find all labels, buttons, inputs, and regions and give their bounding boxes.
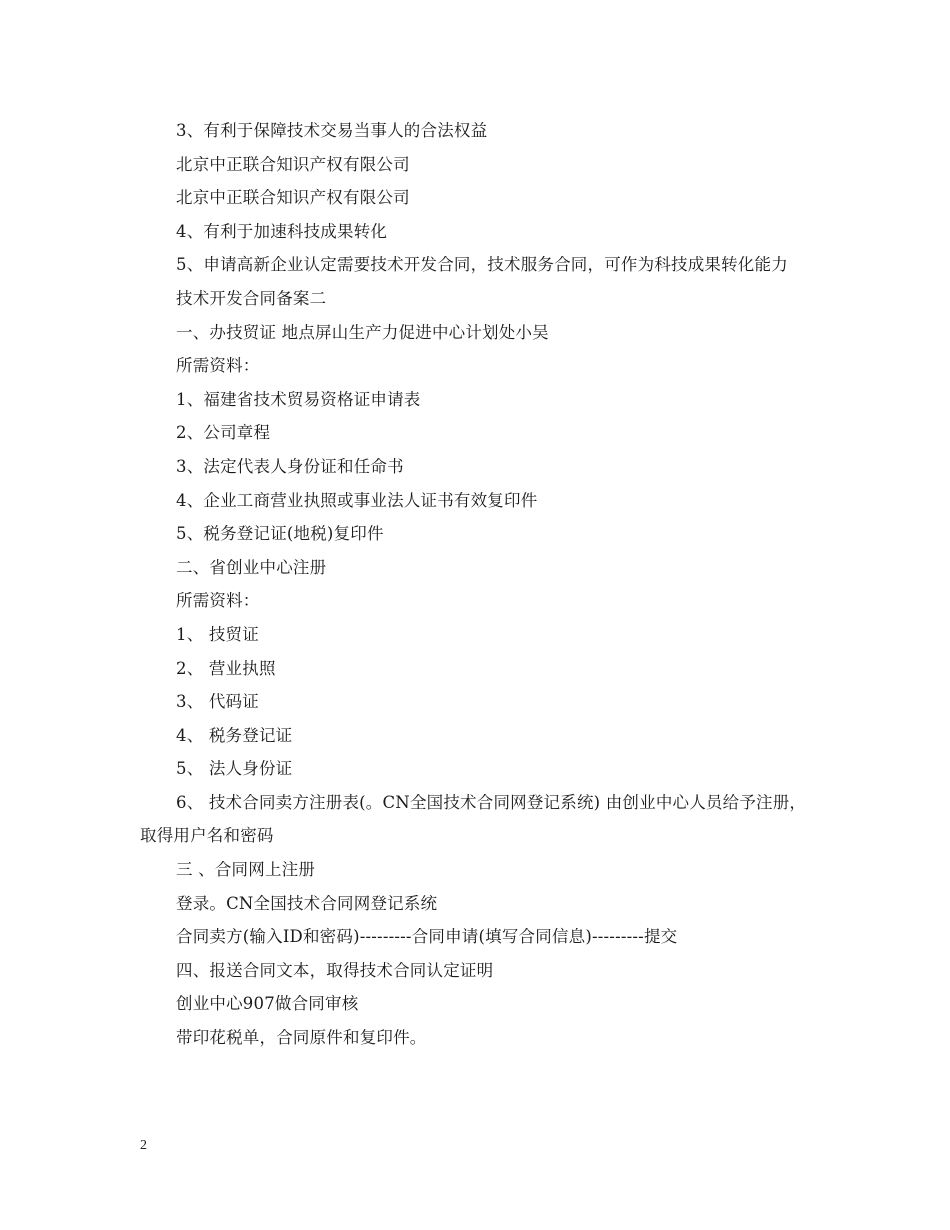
paragraph: 技术开发合同备案二 [176,288,327,308]
paragraph: 所需资料： [176,591,260,611]
paragraph: 4、 税务登记证 [176,725,293,745]
paragraph: 北京中正联合知识产权有限公司 [176,188,410,208]
paragraph: 合同卖方(输入ID和密码)---------合同申请(填写合同信息)---------提交 [176,927,678,947]
paragraph: 5、税务登记证(地税)复印件 [176,524,384,544]
paragraph: 四、报送合同文本，取得技术合同认定证明 [176,960,494,980]
paragraph: 三 、合同网上注册 [176,860,316,880]
paragraph: 4、有利于加速科技成果转化 [176,221,388,241]
paragraph: 创业中心907做合同审核 [176,994,359,1014]
paragraph: 1、 技贸证 [176,624,259,644]
paragraph: 北京中正联合知识产权有限公司 [176,154,410,174]
page-number: 2 [140,1138,147,1153]
document-body [140,114,820,1055]
paragraph: 2、公司章程 [176,423,271,443]
paragraph: 4、企业工商营业执照或事业法人证书有效复印件 [176,490,538,510]
paragraph: 3、法定代表人身份证和任命书 [176,456,404,476]
paragraph: 5、申请高新企业认定需要技术开发合同，技术服务合同，可作为科技成果转化能力 [176,255,788,275]
paragraph: 登录。CN全国技术合同网登记系统 [176,893,438,913]
paragraph: 5、 法人身份证 [176,759,293,779]
paragraph: 2、 营业执照 [176,658,276,678]
paragraph: 所需资料： [176,356,260,376]
paragraph: 一、办技贸证 地点屏山生产力促进中心计划处小吴 [176,322,549,342]
paragraph: 带印花税单，合同原件和复印件。 [176,1028,427,1048]
paragraph: 1、福建省技术贸易资格证申请表 [176,389,421,409]
paragraph: 3、有利于保障技术交易当事人的合法权益 [176,121,488,140]
paragraph: 3、 代码证 [176,692,259,712]
paragraph: 二、省创业中心注册 [176,557,327,577]
paragraph: 6、 技术合同卖方注册表(。CN全国技术合同网登记系统) 由创业中心人员给予注册，取得用户名和密码 [140,792,807,846]
